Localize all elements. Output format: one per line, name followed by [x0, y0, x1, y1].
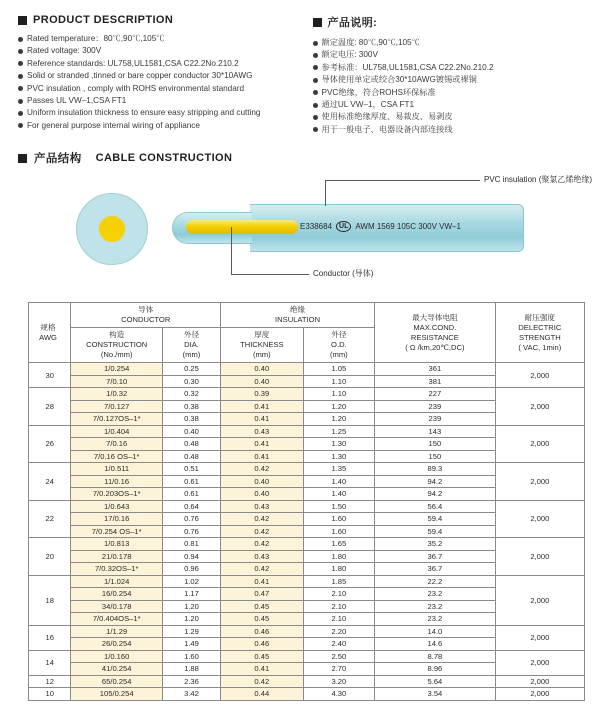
cell-resistance: 22.2 [375, 575, 496, 588]
insulation-callout-line-v [325, 180, 326, 206]
cell-overall-diameter: 2.10 [303, 588, 374, 601]
cell-insulation-thickness: 0.41 [221, 575, 304, 588]
bullet-dot-icon [18, 123, 23, 128]
header-strength [495, 303, 584, 363]
cell-resistance: 8.96 [375, 663, 496, 676]
cell-conductor-dia: 3.42 [162, 688, 220, 701]
header-od-unit: (mm) [330, 350, 348, 360]
header-insulation-en: INSULATION [275, 315, 321, 325]
header-awg-zh: 规格 [40, 322, 56, 332]
header-resistance-en: MAX.COND. [413, 322, 457, 332]
cell-resistance: 361 [375, 363, 496, 376]
header-construction [71, 328, 163, 363]
description-zh-item [313, 62, 590, 74]
cross-section-conductor [99, 216, 125, 242]
cell-overall-diameter: 1.30 [303, 450, 374, 463]
bullet-dot-icon [18, 111, 23, 116]
cell-construction: 105/0.254 [71, 688, 163, 701]
description-en-item [18, 120, 295, 132]
cell-resistance: 36.7 [375, 563, 496, 576]
header-od [303, 328, 374, 363]
cell-overall-diameter: 1.40 [303, 475, 374, 488]
cell-resistance: 94.2 [375, 475, 496, 488]
cell-construction: 41/0.254 [71, 663, 163, 676]
header-construction-en: CONSTRUCTION [86, 340, 148, 350]
product-description-heading-zh [313, 14, 590, 30]
header-resistance-unit: ( Ω /km,20℃,DC) [405, 342, 465, 352]
cell-conductor-dia: 0.38 [162, 413, 220, 426]
header-conductor-en: CONDUCTOR [121, 315, 171, 325]
cell-conductor-dia: 0.32 [162, 388, 220, 401]
cell-insulation-thickness: 0.43 [221, 550, 304, 563]
description-en-item [18, 107, 295, 119]
header-dia-en: DIA. [184, 340, 199, 350]
bullet-dot-icon [18, 86, 23, 91]
description-en-text: PVC insulation , comply with ROHS environmental standard [27, 83, 245, 93]
cell-resistance: 150 [375, 438, 496, 451]
cell-conductor-dia: 0.76 [162, 525, 220, 538]
description-en-item [18, 45, 295, 57]
cell-resistance: 14.6 [375, 638, 496, 651]
cell-insulation-thickness: 0.41 [221, 413, 304, 426]
header-conductor-group [71, 303, 221, 328]
cell-resistance: 89.3 [375, 463, 496, 476]
cell-insulation-thickness: 0.46 [221, 625, 304, 638]
cell-construction: 1/0.643 [71, 500, 163, 513]
description-zh-text: 导体使用单定或绞合30*10AWG镀锡或裸铜 [321, 75, 477, 85]
table-row [29, 388, 585, 401]
cell-insulation-thickness: 0.45 [221, 650, 304, 663]
cell-conductor-dia: 0.76 [162, 513, 220, 526]
cell-construction: 21/0.178 [71, 550, 163, 563]
table-row [29, 688, 585, 701]
header-strength-zh: 耐压强度 [524, 312, 556, 322]
cell-insulation-thickness: 0.45 [221, 613, 304, 626]
cell-overall-diameter: 2.50 [303, 650, 374, 663]
header-thickness-zh: 厚度 [254, 330, 270, 340]
bullet-dot-icon [18, 61, 23, 66]
cell-conductor-dia: 1.20 [162, 600, 220, 613]
cell-insulation-thickness: 0.40 [221, 488, 304, 501]
cell-overall-diameter: 2.20 [303, 625, 374, 638]
cell-construction: 7/0.203OS–1* [71, 488, 163, 501]
cell-insulation-thickness: 0.42 [221, 538, 304, 551]
cell-conductor-dia: 0.48 [162, 438, 220, 451]
description-zh-item [313, 74, 590, 86]
conductor-callout-line-v [231, 227, 232, 275]
cell-resistance: 56.4 [375, 500, 496, 513]
header-conductor-zh: 导体 [138, 305, 154, 315]
cable-cross-section [76, 193, 148, 265]
table-row [29, 363, 585, 376]
cell-insulation-thickness: 0.41 [221, 450, 304, 463]
cell-construction: 11/0.16 [71, 475, 163, 488]
cell-awg: 22 [29, 500, 71, 538]
cell-resistance: 3.54 [375, 688, 496, 701]
cell-overall-diameter: 3.20 [303, 675, 374, 688]
cell-conductor-dia: 0.61 [162, 475, 220, 488]
cell-conductor-dia: 1.88 [162, 663, 220, 676]
cell-insulation-thickness: 0.42 [221, 563, 304, 576]
description-zh-item [313, 49, 590, 61]
cable-exposed-conductor [186, 220, 298, 234]
cell-resistance: 94.2 [375, 488, 496, 501]
cell-awg: 24 [29, 463, 71, 501]
cell-insulation-thickness: 0.39 [221, 388, 304, 401]
header-thickness-unit: (mm) [252, 350, 271, 360]
cell-overall-diameter: 2.10 [303, 600, 374, 613]
header-awg-en: AWG [39, 332, 57, 342]
cell-resistance: 239 [375, 400, 496, 413]
cell-resistance: 239 [375, 413, 496, 426]
header-thickness-en: THICKNESS [240, 340, 284, 350]
cell-resistance: 59.4 [375, 525, 496, 538]
cell-insulation-thickness: 0.40 [221, 375, 304, 388]
cell-overall-diameter: 1.20 [303, 400, 374, 413]
cell-construction: 1/0.813 [71, 538, 163, 551]
header-od-zh: 外径 [331, 330, 347, 340]
cell-construction: 1/0.511 [71, 463, 163, 476]
description-zh-text: 使用标准绝缘厚度、易裁皮、易剥皮 [321, 112, 453, 122]
cell-resistance: 381 [375, 375, 496, 388]
cell-dielectric-strength: 2,000 [495, 688, 584, 701]
bullet-dot-icon [313, 78, 318, 83]
cell-construction: 17/0.16 [71, 513, 163, 526]
cell-dielectric-strength: 2,000 [495, 500, 584, 538]
cell-awg: 30 [29, 363, 71, 388]
description-zh-item [313, 37, 590, 49]
cell-resistance: 8.78 [375, 650, 496, 663]
header-thickness [221, 328, 304, 363]
header-dia-zh: 外径 [183, 330, 200, 340]
table-header-group-row [29, 303, 585, 328]
cell-dielectric-strength: 2,000 [495, 575, 584, 625]
bullet-dot-icon [313, 65, 318, 70]
bullet-dot-icon [313, 127, 318, 132]
description-column-en [18, 14, 295, 136]
cell-overall-diameter: 1.30 [303, 438, 374, 451]
header-strength-unit: ( VAC, 1min) [518, 342, 562, 352]
cell-construction: 1/0.254 [71, 363, 163, 376]
cell-conductor-dia: 0.25 [162, 363, 220, 376]
cell-awg: 18 [29, 575, 71, 625]
cell-overall-diameter: 1.50 [303, 500, 374, 513]
cell-overall-diameter: 1.80 [303, 550, 374, 563]
square-bullet-icon [18, 154, 27, 163]
cell-awg: 20 [29, 538, 71, 576]
cell-awg: 28 [29, 388, 71, 426]
cell-construction: 1/1.024 [71, 575, 163, 588]
cell-overall-diameter: 1.60 [303, 525, 374, 538]
cell-construction: 7/0.10 [71, 375, 163, 388]
cell-conductor-dia: 0.40 [162, 425, 220, 438]
product-description-heading-en [18, 14, 295, 26]
cell-resistance: 35.2 [375, 538, 496, 551]
cell-overall-diameter: 1.10 [303, 388, 374, 401]
cell-insulation-thickness: 0.42 [221, 513, 304, 526]
cell-conductor-dia: 0.64 [162, 500, 220, 513]
header-conductor-dia [162, 328, 220, 363]
description-zh-text: PVC绝缘，符合ROHS环保标准 [321, 87, 436, 97]
description-en-item [18, 33, 295, 45]
conductor-callout-label: Conductor (导体) [313, 269, 374, 279]
description-en-text: For general purpose internal wiring of appliance [27, 120, 200, 130]
header-construction-zh: 构造 [109, 330, 125, 340]
cell-resistance: 227 [375, 388, 496, 401]
table-row [29, 500, 585, 513]
cell-insulation-thickness: 0.40 [221, 475, 304, 488]
cell-resistance: 150 [375, 450, 496, 463]
cell-insulation-thickness: 0.41 [221, 438, 304, 451]
cell-conductor-dia: 0.30 [162, 375, 220, 388]
description-zh-item [313, 87, 590, 99]
cell-construction: 7/0.404OS–1* [71, 613, 163, 626]
cell-construction: 7/0.254 OS–1* [71, 525, 163, 538]
cable-construction-title-en: CABLE CONSTRUCTION [95, 152, 233, 165]
header-insulation-zh: 绝缘 [289, 305, 306, 315]
cell-construction: 1/0.404 [71, 425, 163, 438]
bullet-dot-icon [313, 41, 318, 46]
cell-construction: 1/0.32 [71, 388, 163, 401]
bullet-dot-icon [18, 37, 23, 42]
header-strength-en: DELECTRIC [518, 322, 562, 332]
cell-overall-diameter: 2.70 [303, 663, 374, 676]
cell-overall-diameter: 2.10 [303, 613, 374, 626]
cell-conductor-dia: 0.96 [162, 563, 220, 576]
product-description-title-zh: 产品说明: [327, 17, 378, 29]
table-row [29, 575, 585, 588]
header-resistance-en2: RESISTANCE [410, 332, 459, 342]
description-zh-item [313, 124, 590, 136]
cable-print-rating: AWM 1569 105C 300V VW–1 [355, 222, 461, 232]
cable-construction-heading [0, 136, 603, 166]
cell-overall-diameter: 1.10 [303, 375, 374, 388]
header-resistance [375, 303, 496, 363]
cell-overall-diameter: 1.35 [303, 463, 374, 476]
cell-construction: 7/0.127OS–1* [71, 413, 163, 426]
description-zh-text: 额定温度: 80℃,90℃,105℃ [321, 38, 420, 47]
cell-insulation-thickness: 0.42 [221, 675, 304, 688]
description-en-item [18, 83, 295, 95]
bullet-dot-icon [18, 49, 23, 54]
specification-table [28, 302, 585, 701]
cell-conductor-dia: 0.61 [162, 488, 220, 501]
cell-construction: 1/0.160 [71, 650, 163, 663]
header-od-en: O.D. [331, 340, 347, 350]
table-row [29, 650, 585, 663]
header-dia-unit: (mm) [182, 350, 201, 360]
description-en-item [18, 70, 295, 82]
table-row [29, 675, 585, 688]
cable-print-file-number: E338684 [300, 222, 333, 232]
cell-construction: 7/0.32OS–1* [71, 563, 163, 576]
table-row [29, 625, 585, 638]
cell-conductor-dia: 0.38 [162, 400, 220, 413]
product-description-title-en: PRODUCT DESCRIPTION [33, 14, 174, 26]
cell-construction: 1/1.29 [71, 625, 163, 638]
cell-dielectric-strength: 2,000 [495, 463, 584, 501]
description-en-item [18, 58, 295, 70]
cell-insulation-thickness: 0.42 [221, 525, 304, 538]
ul-logo-icon: UL [336, 221, 351, 232]
description-zh-text: 参考标准：UL758,UL1581,CSA C22.2No.210.2 [321, 62, 494, 72]
cell-resistance: 36.7 [375, 550, 496, 563]
square-bullet-icon [313, 18, 322, 27]
cell-overall-diameter: 1.60 [303, 513, 374, 526]
cell-conductor-dia: 0.81 [162, 538, 220, 551]
insulation-callout-label: PVC insulation (聚氯乙烯绝缘) [484, 175, 593, 185]
description-en-text: Rated temperature：80℃,90℃,105℃ [27, 34, 165, 43]
header-insulation-group [221, 303, 375, 328]
cable-construction-title-zh: 产品结构 [34, 153, 82, 166]
description-list-zh [313, 37, 590, 136]
cell-insulation-thickness: 0.44 [221, 688, 304, 701]
cell-insulation-thickness: 0.43 [221, 500, 304, 513]
description-en-item [18, 95, 295, 107]
bullet-dot-icon [313, 115, 318, 120]
table-row [29, 463, 585, 476]
square-bullet-icon [18, 16, 27, 25]
header-strength-en2: STRENGTH [518, 332, 561, 342]
cell-insulation-thickness: 0.45 [221, 600, 304, 613]
description-zh-text: 用于一般电子、电器设备内部连接线 [321, 124, 453, 134]
description-zh-item [313, 99, 590, 111]
conductor-callout-line-h [231, 274, 309, 275]
cell-conductor-dia: 0.51 [162, 463, 220, 476]
cell-resistance: 23.2 [375, 588, 496, 601]
cell-resistance: 143 [375, 425, 496, 438]
cell-conductor-dia: 1.17 [162, 588, 220, 601]
cell-overall-diameter: 4.30 [303, 688, 374, 701]
description-en-text: Reference standards: UL758,UL1581,CSA C22.2No.210.2 [27, 58, 239, 68]
cell-overall-diameter: 1.85 [303, 575, 374, 588]
cell-overall-diameter: 1.25 [303, 425, 374, 438]
description-en-text: Passes UL VW–1,CSA FT1 [27, 96, 127, 106]
cell-awg: 26 [29, 425, 71, 463]
cable-diagram [0, 168, 603, 296]
description-zh-text: 额定电压: 300V [321, 50, 378, 60]
cell-awg: 10 [29, 688, 71, 701]
cell-dielectric-strength: 2,000 [495, 363, 584, 388]
cell-insulation-thickness: 0.40 [221, 363, 304, 376]
cell-awg: 16 [29, 625, 71, 650]
cable-printed-marking [300, 221, 461, 232]
cell-conductor-dia: 1.20 [162, 613, 220, 626]
product-description-section [0, 0, 603, 136]
header-resistance-zh: 最大导体电阻 [412, 312, 458, 322]
cell-construction: 26/0.254 [71, 638, 163, 651]
cell-awg: 12 [29, 675, 71, 688]
description-column-zh [313, 14, 590, 136]
bullet-dot-icon [313, 53, 318, 58]
cell-insulation-thickness: 0.41 [221, 400, 304, 413]
cell-overall-diameter: 1.65 [303, 538, 374, 551]
cell-conductor-dia: 0.94 [162, 550, 220, 563]
cell-insulation-thickness: 0.47 [221, 588, 304, 601]
description-en-text: Solid or stranded ,tinned or bare copper conductor 30*10AWG [27, 71, 253, 81]
bullet-dot-icon [18, 74, 23, 79]
description-zh-text: 通过UL VW–1，CSA FT1 [321, 100, 415, 110]
cell-construction: 7/0.16 OS–1* [71, 450, 163, 463]
cell-resistance: 23.2 [375, 600, 496, 613]
cell-overall-diameter: 1.20 [303, 413, 374, 426]
cell-dielectric-strength: 2,000 [495, 650, 584, 675]
cell-dielectric-strength: 2,000 [495, 388, 584, 426]
header-construction-unit: (No./mm) [100, 350, 133, 360]
description-en-text: Rated voltage: 300V [27, 46, 102, 56]
cell-construction: 65/0.254 [71, 675, 163, 688]
cell-overall-diameter: 2.40 [303, 638, 374, 651]
cell-conductor-dia: 1.02 [162, 575, 220, 588]
table-row [29, 538, 585, 551]
cell-dielectric-strength: 2,000 [495, 538, 584, 576]
cell-dielectric-strength: 2,000 [495, 625, 584, 650]
cell-dielectric-strength: 2,000 [495, 425, 584, 463]
cell-insulation-thickness: 0.41 [221, 663, 304, 676]
specification-table-body [29, 363, 585, 701]
cell-conductor-dia: 2.36 [162, 675, 220, 688]
cell-overall-diameter: 1.05 [303, 363, 374, 376]
cell-insulation-thickness: 0.42 [221, 463, 304, 476]
cell-overall-diameter: 1.40 [303, 488, 374, 501]
cell-construction: 16/0.254 [71, 588, 163, 601]
bullet-dot-icon [313, 103, 318, 108]
cell-insulation-thickness: 0.46 [221, 638, 304, 651]
cell-construction: 34/0.178 [71, 600, 163, 613]
cell-conductor-dia: 1.49 [162, 638, 220, 651]
cell-resistance: 23.2 [375, 613, 496, 626]
table-row [29, 425, 585, 438]
cell-conductor-dia: 1.60 [162, 650, 220, 663]
cell-resistance: 5.64 [375, 675, 496, 688]
cell-insulation-thickness: 0.43 [221, 425, 304, 438]
cell-construction: 7/0.16 [71, 438, 163, 451]
description-zh-item [313, 111, 590, 123]
cell-resistance: 14.0 [375, 625, 496, 638]
description-list-en [18, 33, 295, 132]
cell-overall-diameter: 1.80 [303, 563, 374, 576]
header-awg-spacer [29, 303, 71, 363]
cell-conductor-dia: 1.29 [162, 625, 220, 638]
bullet-dot-icon [18, 99, 23, 104]
cell-dielectric-strength: 2,000 [495, 675, 584, 688]
cell-resistance: 59.4 [375, 513, 496, 526]
cell-awg: 14 [29, 650, 71, 675]
cell-construction: 7/0.127 [71, 400, 163, 413]
description-en-text: Uniform insulation thickness to ensure easy stripping and cutting [27, 108, 261, 118]
insulation-callout-line-h [325, 180, 480, 181]
bullet-dot-icon [313, 90, 318, 95]
cell-conductor-dia: 0.48 [162, 450, 220, 463]
